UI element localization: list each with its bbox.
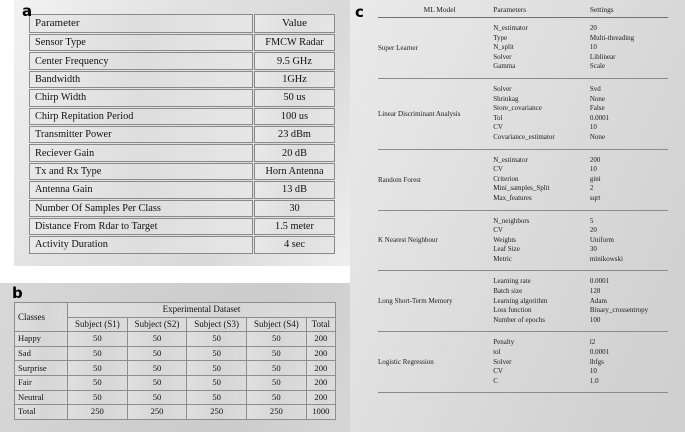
model-name: Long Short-Term Memory [378, 271, 493, 332]
setting-list-cell [590, 332, 668, 393]
setting-value: lbfgs [589, 357, 604, 366]
parameter-value: 13 dB [254, 181, 335, 198]
parameter-list-cell [493, 18, 590, 79]
table-row [15, 332, 336, 347]
parameter-list [493, 277, 590, 325]
parameter-name: Covariance_estimator [493, 132, 555, 141]
table-row [29, 34, 335, 51]
model-group-row [378, 210, 668, 271]
table-row [29, 89, 335, 106]
cell-value: 250 [68, 405, 128, 420]
parameter-name: Max_features [493, 193, 532, 202]
table-row [15, 375, 336, 390]
table-row [29, 108, 335, 125]
setting-list-cell [590, 78, 668, 149]
parameter-list-cell [493, 332, 590, 393]
class-label: Neutral [15, 390, 68, 405]
column-header-value: Value [254, 14, 335, 33]
parameter-list-cell [493, 271, 590, 332]
ml-hyperparameters-head [378, 5, 668, 18]
table-header-row [378, 5, 668, 18]
table-row [29, 236, 335, 253]
parameter-list [493, 156, 590, 204]
setting-value: 0.0001 [589, 113, 610, 122]
table-row [29, 126, 335, 143]
parameter-name: Criterion [493, 174, 519, 183]
setting-value: 2 [589, 184, 594, 193]
setting-value: None [589, 94, 606, 103]
setting-value: 10 [589, 43, 597, 52]
column-header-ml-model: ML Model [378, 5, 493, 18]
column-header-parameters: Parameters [493, 5, 590, 18]
model-name: K Nearest Neighbour [378, 210, 493, 271]
parameter-name: Sensor Type [29, 34, 253, 51]
parameter-list [493, 24, 590, 72]
parameter-name: Solver [493, 357, 512, 366]
parameter-value: Horn Antenna [254, 163, 335, 180]
parameter-name: Shrinkag [493, 94, 519, 103]
cell-value: 50 [247, 332, 307, 347]
column-header-subject-s4: Subject (S4) [247, 317, 307, 332]
setting-value: 20 [589, 226, 597, 235]
setting-value: Adam [589, 296, 607, 305]
parameter-name: Solver [493, 84, 512, 93]
parameter-list [493, 217, 590, 265]
table-row [15, 390, 336, 405]
setting-value: sqrt [589, 193, 601, 202]
cell-value: 50 [68, 375, 128, 390]
panel-c-letter: c [355, 3, 364, 21]
setting-value: Svd [589, 84, 601, 93]
cell-value: 50 [187, 375, 247, 390]
setting-list-cell [590, 271, 668, 332]
class-label: Happy [15, 332, 68, 347]
parameter-name: N_estimator [493, 155, 528, 164]
experimental-dataset-body [15, 332, 336, 420]
parameter-name: Transmitter Power [29, 126, 253, 143]
panel-a-letter: a [22, 2, 33, 20]
table-header-row-group [15, 303, 336, 318]
cell-value: 50 [68, 332, 128, 347]
table-row [15, 346, 336, 361]
cell-value: 50 [127, 361, 187, 376]
cell-value: 50 [187, 346, 247, 361]
class-label: Surprise [15, 361, 68, 376]
setting-value: Uniform [589, 235, 614, 244]
cell-total: 1000 [306, 405, 335, 420]
parameter-name: Distance From Rdar to Target [29, 218, 253, 235]
setting-list [590, 277, 668, 325]
table-row [29, 163, 335, 180]
table-row [15, 361, 336, 376]
column-header-parameter: Parameter [29, 14, 253, 33]
panel-b [0, 283, 350, 432]
cell-total: 200 [306, 375, 335, 390]
cell-value: 50 [187, 332, 247, 347]
parameter-list-cell [493, 78, 590, 149]
setting-list [590, 217, 668, 265]
model-name: Linear Discriminant Analysis [378, 78, 493, 149]
cell-value: 250 [187, 405, 247, 420]
parameter-name: Center Frequency [29, 52, 253, 69]
model-group-row [378, 78, 668, 149]
parameter-name: tol [493, 348, 501, 357]
setting-value: 200 [589, 155, 601, 164]
model-group-row [378, 18, 668, 79]
parameter-name: Type [493, 33, 508, 42]
setting-value: 10 [589, 165, 597, 174]
parameter-value: 4 sec [254, 236, 335, 253]
setting-value: None [589, 132, 606, 141]
setting-value: gini [589, 174, 601, 183]
setting-list-cell [590, 149, 668, 210]
parameter-name: Tx and Rx Type [29, 163, 253, 180]
setting-value: Liblinear [589, 52, 616, 61]
parameter-name: Solver [493, 52, 512, 61]
model-group-row [378, 149, 668, 210]
parameter-list-cell [493, 149, 590, 210]
parameter-name: Activity Duration [29, 236, 253, 253]
cell-value: 50 [247, 375, 307, 390]
setting-value: Binary_crossentropy [589, 306, 649, 315]
cell-value: 50 [247, 390, 307, 405]
parameter-name: CV [493, 123, 503, 132]
cell-value: 250 [247, 405, 307, 420]
setting-list [590, 24, 668, 72]
setting-value: 100 [589, 315, 601, 324]
table-row-total [15, 405, 336, 420]
ml-hyperparameters-body [378, 18, 668, 393]
setting-value: 0.0001 [589, 348, 610, 357]
parameter-name: Metric [493, 254, 512, 263]
setting-list [590, 156, 668, 204]
column-header-settings: Settings [590, 5, 668, 18]
parameter-value: 100 us [254, 108, 335, 125]
model-name: Super Learner [378, 18, 493, 79]
radar-parameters-body [29, 14, 335, 254]
cell-value: 250 [127, 405, 187, 420]
setting-list [590, 338, 668, 386]
parameter-list [493, 338, 590, 386]
parameter-name: Penalty [493, 338, 515, 347]
class-label: Sad [15, 346, 68, 361]
setting-value: 10 [589, 123, 597, 132]
experimental-dataset-head [15, 303, 336, 332]
ml-hyperparameters-table [378, 5, 668, 393]
setting-value: 128 [589, 287, 601, 296]
setting-value: 1.0 [589, 376, 599, 385]
parameter-name: CV [493, 165, 503, 174]
column-header-subject-s1: Subject (S1) [68, 317, 128, 332]
parameter-name: Number Of Samples Per Class [29, 200, 253, 217]
column-header-subject-s2: Subject (S2) [127, 317, 187, 332]
parameter-name: Chirp Repitation Period [29, 108, 253, 125]
cell-value: 50 [68, 390, 128, 405]
setting-value: 30 [589, 245, 597, 254]
cell-total: 200 [306, 361, 335, 376]
parameter-name: Mini_samples_Split [493, 184, 550, 193]
parameter-value: 30 [254, 200, 335, 217]
table-row [29, 52, 335, 69]
parameter-name: Number of epochs [493, 315, 545, 324]
setting-value: 20 [589, 24, 597, 32]
cell-value: 50 [127, 346, 187, 361]
parameter-name: CV [493, 226, 503, 235]
parameter-name: Tol [493, 113, 503, 122]
cell-value: 50 [127, 375, 187, 390]
parameter-name: C [493, 376, 498, 385]
panel-b-letter: b [12, 284, 23, 302]
cell-value: 50 [247, 361, 307, 376]
setting-list [590, 85, 668, 143]
parameter-value: FMCW Radar [254, 34, 335, 51]
parameter-name: Loss function [493, 306, 532, 315]
column-header-experimental-dataset: Experimental Dataset [68, 303, 336, 318]
parameter-value: 1.5 meter [254, 218, 335, 235]
setting-list-cell [590, 18, 668, 79]
parameter-name: Weights [493, 235, 517, 244]
cell-value: 50 [247, 346, 307, 361]
cell-total: 200 [306, 346, 335, 361]
model-group-row [378, 271, 668, 332]
setting-value: 10 [589, 367, 597, 376]
parameter-value: 50 us [254, 89, 335, 106]
table-row [29, 181, 335, 198]
cell-total: 200 [306, 332, 335, 347]
table-row [29, 218, 335, 235]
table-row [29, 200, 335, 217]
parameter-name: Bandwidth [29, 71, 253, 88]
cell-value: 50 [68, 346, 128, 361]
setting-list-cell [590, 210, 668, 271]
cell-value: 50 [127, 332, 187, 347]
setting-value: Multi-threading [589, 33, 635, 42]
model-name: Logistic Regression [378, 332, 493, 393]
parameter-name: Reciever Gain [29, 144, 253, 161]
parameter-value: 1GHz [254, 71, 335, 88]
setting-value: l2 [589, 338, 596, 347]
parameter-list [493, 85, 590, 143]
parameter-name: N_neighbors [493, 216, 530, 225]
setting-value: False [589, 104, 605, 113]
parameter-name: Leaf Size [493, 245, 520, 254]
parameter-name: CV [493, 367, 503, 376]
cell-value: 50 [68, 361, 128, 376]
parameter-name: Chirp Width [29, 89, 253, 106]
panel-a [14, 0, 350, 266]
model-name: Random Forest [378, 149, 493, 210]
parameter-name: Store_covariance [493, 104, 542, 113]
column-header-classes: Classes [15, 303, 68, 332]
radar-parameters-table [28, 13, 336, 255]
model-group-row [378, 332, 668, 393]
cell-value: 50 [187, 390, 247, 405]
parameter-name: Gamma [493, 62, 516, 71]
parameter-name: N_split [493, 43, 514, 52]
column-header-subject-s3: Subject (S3) [187, 317, 247, 332]
setting-value: 0.0001 [589, 277, 610, 286]
cell-value: 50 [127, 390, 187, 405]
parameter-value: 23 dBm [254, 126, 335, 143]
parameter-name: Learning rate [493, 277, 531, 286]
experimental-dataset-table [14, 302, 336, 420]
class-label: Total [15, 405, 68, 420]
cell-total: 200 [306, 390, 335, 405]
table-header-row [29, 14, 335, 33]
column-header-total: Total [306, 317, 335, 332]
parameter-list-cell [493, 210, 590, 271]
panel-c [350, 0, 685, 432]
parameter-value: 9.5 GHz [254, 52, 335, 69]
parameter-name: Learning algorithm [493, 296, 548, 305]
cell-value: 50 [187, 361, 247, 376]
parameter-name: N_estimator [493, 24, 528, 32]
parameter-name: Antenna Gain [29, 181, 253, 198]
parameter-name: Batch size [493, 287, 523, 296]
table-row [29, 144, 335, 161]
parameter-value: 20 dB [254, 144, 335, 161]
setting-value: minikowski [589, 254, 623, 263]
class-label: Fair [15, 375, 68, 390]
setting-value: 5 [589, 216, 594, 225]
table-row [29, 71, 335, 88]
setting-value: Scale [589, 62, 606, 71]
